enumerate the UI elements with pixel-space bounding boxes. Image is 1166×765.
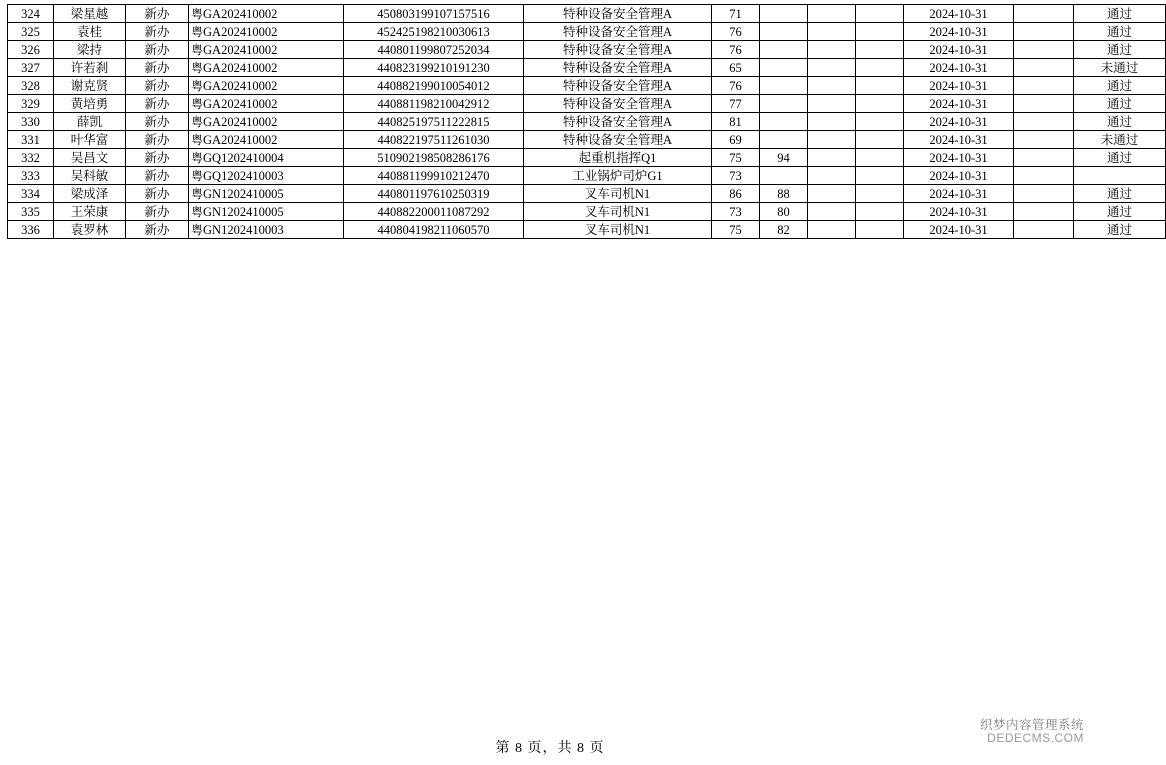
cell-serial: 331	[8, 131, 54, 149]
cell-serial: 330	[8, 113, 54, 131]
cell-remark	[1014, 167, 1074, 185]
cell-score-3	[808, 23, 856, 41]
cell-serial: 332	[8, 149, 54, 167]
cell-score-2: 88	[760, 185, 808, 203]
cell-score-3	[808, 5, 856, 23]
cell-apply-type: 新办	[126, 149, 189, 167]
cell-serial: 334	[8, 185, 54, 203]
cell-serial: 325	[8, 23, 54, 41]
cell-cert-number	[189, 5, 344, 23]
cell-score-3	[808, 221, 856, 239]
cell-apply-type: 新办	[126, 185, 189, 203]
cell-work-item: 叉车司机N1	[524, 185, 712, 203]
cert-code: GA202410002	[203, 132, 278, 147]
table-row	[8, 95, 1166, 113]
cell-date: 2024-10-31	[904, 113, 1014, 131]
cell-cert-number	[189, 59, 344, 77]
cell-apply-type: 新办	[126, 23, 189, 41]
cell-score-2	[760, 113, 808, 131]
table-row	[8, 77, 1166, 95]
cell-serial: 329	[8, 95, 54, 113]
table-row	[8, 167, 1166, 185]
cell-score-3	[808, 185, 856, 203]
cell-date: 2024-10-31	[904, 185, 1014, 203]
cert-code: GA202410002	[203, 42, 278, 57]
cell-serial: 328	[8, 77, 54, 95]
watermark	[980, 718, 1084, 746]
cell-id-number: 440801197610250319	[344, 185, 524, 203]
cell-apply-type: 新办	[126, 59, 189, 77]
cell-score-1: 69	[712, 131, 760, 149]
cell-work-item: 特种设备安全管理A	[524, 95, 712, 113]
cell-name: 许若刹	[54, 59, 126, 77]
cell-apply-type: 新办	[126, 95, 189, 113]
cell-date: 2024-10-31	[904, 5, 1014, 23]
cell-name: 梁成泽	[54, 185, 126, 203]
cell-apply-type: 新办	[126, 113, 189, 131]
cell-score-1: 73	[712, 167, 760, 185]
cell-date: 2024-10-31	[904, 167, 1014, 185]
watermark-en: DEDECMS.COM	[987, 731, 1084, 746]
cell-result: 未通过	[1074, 131, 1166, 149]
cell-score-3	[808, 77, 856, 95]
cell-serial: 327	[8, 59, 54, 77]
cell-name: 薛凯	[54, 113, 126, 131]
table-row	[8, 41, 1166, 59]
cell-id-number: 440825197511222815	[344, 113, 524, 131]
cell-name: 袁桂	[54, 23, 126, 41]
cell-work-item: 特种设备安全管理A	[524, 77, 712, 95]
cell-score-4	[856, 95, 904, 113]
cell-apply-type: 新办	[126, 77, 189, 95]
table-row	[8, 59, 1166, 77]
cell-score-4	[856, 131, 904, 149]
cell-cert-number	[189, 113, 344, 131]
cert-code: GN1202410005	[203, 204, 284, 219]
cell-score-3	[808, 203, 856, 221]
cert-prefix: 粤	[191, 96, 204, 111]
table-row	[8, 113, 1166, 131]
cell-score-1: 73	[712, 203, 760, 221]
cell-cert-number	[189, 77, 344, 95]
cert-prefix: 粤	[191, 186, 204, 201]
cert-code: GN1202410005	[203, 186, 284, 201]
cell-score-1: 71	[712, 5, 760, 23]
cell-cert-number	[189, 149, 344, 167]
cell-score-3	[808, 167, 856, 185]
cert-prefix: 粤	[191, 132, 204, 147]
cell-cert-number	[189, 95, 344, 113]
cell-apply-type: 新办	[126, 221, 189, 239]
cell-score-1: 77	[712, 95, 760, 113]
cell-score-3	[808, 149, 856, 167]
cell-remark	[1014, 131, 1074, 149]
cert-prefix: 粤	[191, 6, 204, 21]
cell-score-4	[856, 113, 904, 131]
cell-cert-number	[189, 23, 344, 41]
cell-score-2	[760, 167, 808, 185]
cell-remark	[1014, 59, 1074, 77]
cell-score-1: 76	[712, 77, 760, 95]
cell-remark	[1014, 5, 1074, 23]
cell-score-4	[856, 23, 904, 41]
cell-name: 袁罗林	[54, 221, 126, 239]
cell-date: 2024-10-31	[904, 131, 1014, 149]
cell-cert-number	[189, 203, 344, 221]
cell-name: 叶华富	[54, 131, 126, 149]
cert-prefix: 粤	[191, 24, 204, 39]
cell-score-2	[760, 23, 808, 41]
cell-cert-number	[189, 167, 344, 185]
table-body	[8, 5, 1166, 239]
cell-remark	[1014, 149, 1074, 167]
table-row	[8, 5, 1166, 23]
cell-result: 未通过	[1074, 59, 1166, 77]
cell-id-number: 440801199807252034	[344, 41, 524, 59]
cell-score-4	[856, 59, 904, 77]
watermark-cn: 织梦内容管理系统	[979, 718, 1084, 732]
cell-work-item: 特种设备安全管理A	[524, 23, 712, 41]
cell-score-4	[856, 203, 904, 221]
cell-score-4	[856, 77, 904, 95]
cell-id-number: 510902198508286176	[344, 149, 524, 167]
cell-id-number: 452425198210030613	[344, 23, 524, 41]
cell-score-2	[760, 77, 808, 95]
cell-result: 通过	[1074, 95, 1166, 113]
cell-id-number: 440882199010054012	[344, 77, 524, 95]
cell-score-4	[856, 5, 904, 23]
cell-score-2: 80	[760, 203, 808, 221]
cell-result: 通过	[1074, 41, 1166, 59]
cell-cert-number	[189, 221, 344, 239]
cell-serial: 333	[8, 167, 54, 185]
cell-name: 谢克贤	[54, 77, 126, 95]
cert-code: GA202410002	[203, 96, 278, 111]
cell-apply-type: 新办	[126, 131, 189, 149]
cell-work-item: 特种设备安全管理A	[524, 5, 712, 23]
cell-work-item: 工业锅炉司炉G1	[524, 167, 712, 185]
cell-score-4	[856, 221, 904, 239]
cert-code: GN1202410003	[203, 222, 284, 237]
cert-prefix: 粤	[191, 60, 204, 75]
cell-remark	[1014, 77, 1074, 95]
table-row	[8, 221, 1166, 239]
table-row	[8, 203, 1166, 221]
cell-score-2	[760, 131, 808, 149]
cert-code: GQ1202410004	[203, 150, 284, 165]
cell-apply-type: 新办	[126, 41, 189, 59]
cell-score-3	[808, 113, 856, 131]
cell-serial: 324	[8, 5, 54, 23]
cell-apply-type: 新办	[126, 5, 189, 23]
cell-score-1: 76	[712, 41, 760, 59]
cell-remark	[1014, 203, 1074, 221]
cell-score-4	[856, 41, 904, 59]
cell-remark	[1014, 185, 1074, 203]
cert-prefix: 粤	[191, 222, 204, 237]
cell-date: 2024-10-31	[904, 23, 1014, 41]
cell-score-2	[760, 95, 808, 113]
cell-result: 通过	[1074, 77, 1166, 95]
cell-apply-type: 新办	[126, 203, 189, 221]
cell-work-item: 叉车司机N1	[524, 221, 712, 239]
cell-result: 通过	[1074, 23, 1166, 41]
table-row	[8, 149, 1166, 167]
cell-name: 吴科敏	[54, 167, 126, 185]
cert-code: GA202410002	[203, 24, 278, 39]
cell-work-item: 特种设备安全管理A	[524, 131, 712, 149]
cell-cert-number	[189, 185, 344, 203]
cell-score-2	[760, 41, 808, 59]
cert-code: GA202410002	[203, 114, 278, 129]
cell-result: 通过	[1074, 149, 1166, 167]
cell-serial: 336	[8, 221, 54, 239]
cell-score-3	[808, 131, 856, 149]
cert-code: GA202410002	[203, 60, 278, 75]
cell-result: 通过	[1074, 5, 1166, 23]
cell-score-1: 76	[712, 23, 760, 41]
cell-id-number: 450803199107157516	[344, 5, 524, 23]
cell-result: 通过	[1074, 185, 1166, 203]
cell-score-1: 65	[712, 59, 760, 77]
cell-score-4	[856, 149, 904, 167]
cell-remark	[1014, 95, 1074, 113]
cert-code: GQ1202410003	[203, 168, 284, 183]
cell-score-1: 81	[712, 113, 760, 131]
cell-work-item: 特种设备安全管理A	[524, 41, 712, 59]
table-row	[8, 23, 1166, 41]
cell-date: 2024-10-31	[904, 203, 1014, 221]
cell-id-number: 440823199210191230	[344, 59, 524, 77]
cert-prefix: 粤	[191, 150, 204, 165]
cell-id-number: 440822197511261030	[344, 131, 524, 149]
cell-remark	[1014, 221, 1074, 239]
cell-date: 2024-10-31	[904, 41, 1014, 59]
cell-date: 2024-10-31	[904, 59, 1014, 77]
exam-results-table	[7, 4, 1166, 239]
cell-serial: 326	[8, 41, 54, 59]
cell-name: 梁持	[54, 41, 126, 59]
cell-name: 黄培勇	[54, 95, 126, 113]
cell-score-1: 86	[712, 185, 760, 203]
cert-prefix: 粤	[191, 42, 204, 57]
cell-id-number: 440881198210042912	[344, 95, 524, 113]
cell-date: 2024-10-31	[904, 221, 1014, 239]
cell-score-2	[760, 59, 808, 77]
cell-date: 2024-10-31	[904, 149, 1014, 167]
cert-code: GA202410002	[203, 78, 278, 93]
cell-remark	[1014, 23, 1074, 41]
cell-score-2	[760, 5, 808, 23]
cell-name: 梁星越	[54, 5, 126, 23]
cell-name: 王荣康	[54, 203, 126, 221]
cell-id-number: 440804198211060570	[344, 221, 524, 239]
cell-id-number: 440882200011087292	[344, 203, 524, 221]
cell-score-3	[808, 41, 856, 59]
cell-score-2: 94	[760, 149, 808, 167]
cell-score-4	[856, 185, 904, 203]
cell-score-2: 82	[760, 221, 808, 239]
cell-work-item: 特种设备安全管理A	[524, 59, 712, 77]
cert-prefix: 粤	[191, 78, 204, 93]
cell-score-4	[856, 167, 904, 185]
cell-score-3	[808, 95, 856, 113]
cell-result	[1074, 167, 1166, 185]
cert-prefix: 粤	[191, 204, 204, 219]
cert-prefix: 粤	[191, 114, 204, 129]
cert-prefix: 粤	[191, 168, 204, 183]
cell-date: 2024-10-31	[904, 77, 1014, 95]
cell-score-3	[808, 59, 856, 77]
cell-score-1: 75	[712, 221, 760, 239]
cell-result: 通过	[1074, 113, 1166, 131]
cell-work-item: 起重机指挥Q1	[524, 149, 712, 167]
cell-work-item: 叉车司机N1	[524, 203, 712, 221]
cell-score-1: 75	[712, 149, 760, 167]
cell-cert-number	[189, 131, 344, 149]
cell-apply-type: 新办	[126, 167, 189, 185]
cell-remark	[1014, 41, 1074, 59]
page-footer: 第 8 页，共 8 页	[495, 741, 605, 756]
cell-date: 2024-10-31	[904, 95, 1014, 113]
cell-result: 通过	[1074, 221, 1166, 239]
cell-id-number: 440881199910212470	[344, 167, 524, 185]
table-row	[8, 131, 1166, 149]
table-row	[8, 185, 1166, 203]
cell-name: 吴昌文	[54, 149, 126, 167]
cell-work-item: 特种设备安全管理A	[524, 113, 712, 131]
cell-remark	[1014, 113, 1074, 131]
cell-result: 通过	[1074, 203, 1166, 221]
cert-code: GA202410002	[203, 6, 278, 21]
cell-cert-number	[189, 41, 344, 59]
cell-serial: 335	[8, 203, 54, 221]
